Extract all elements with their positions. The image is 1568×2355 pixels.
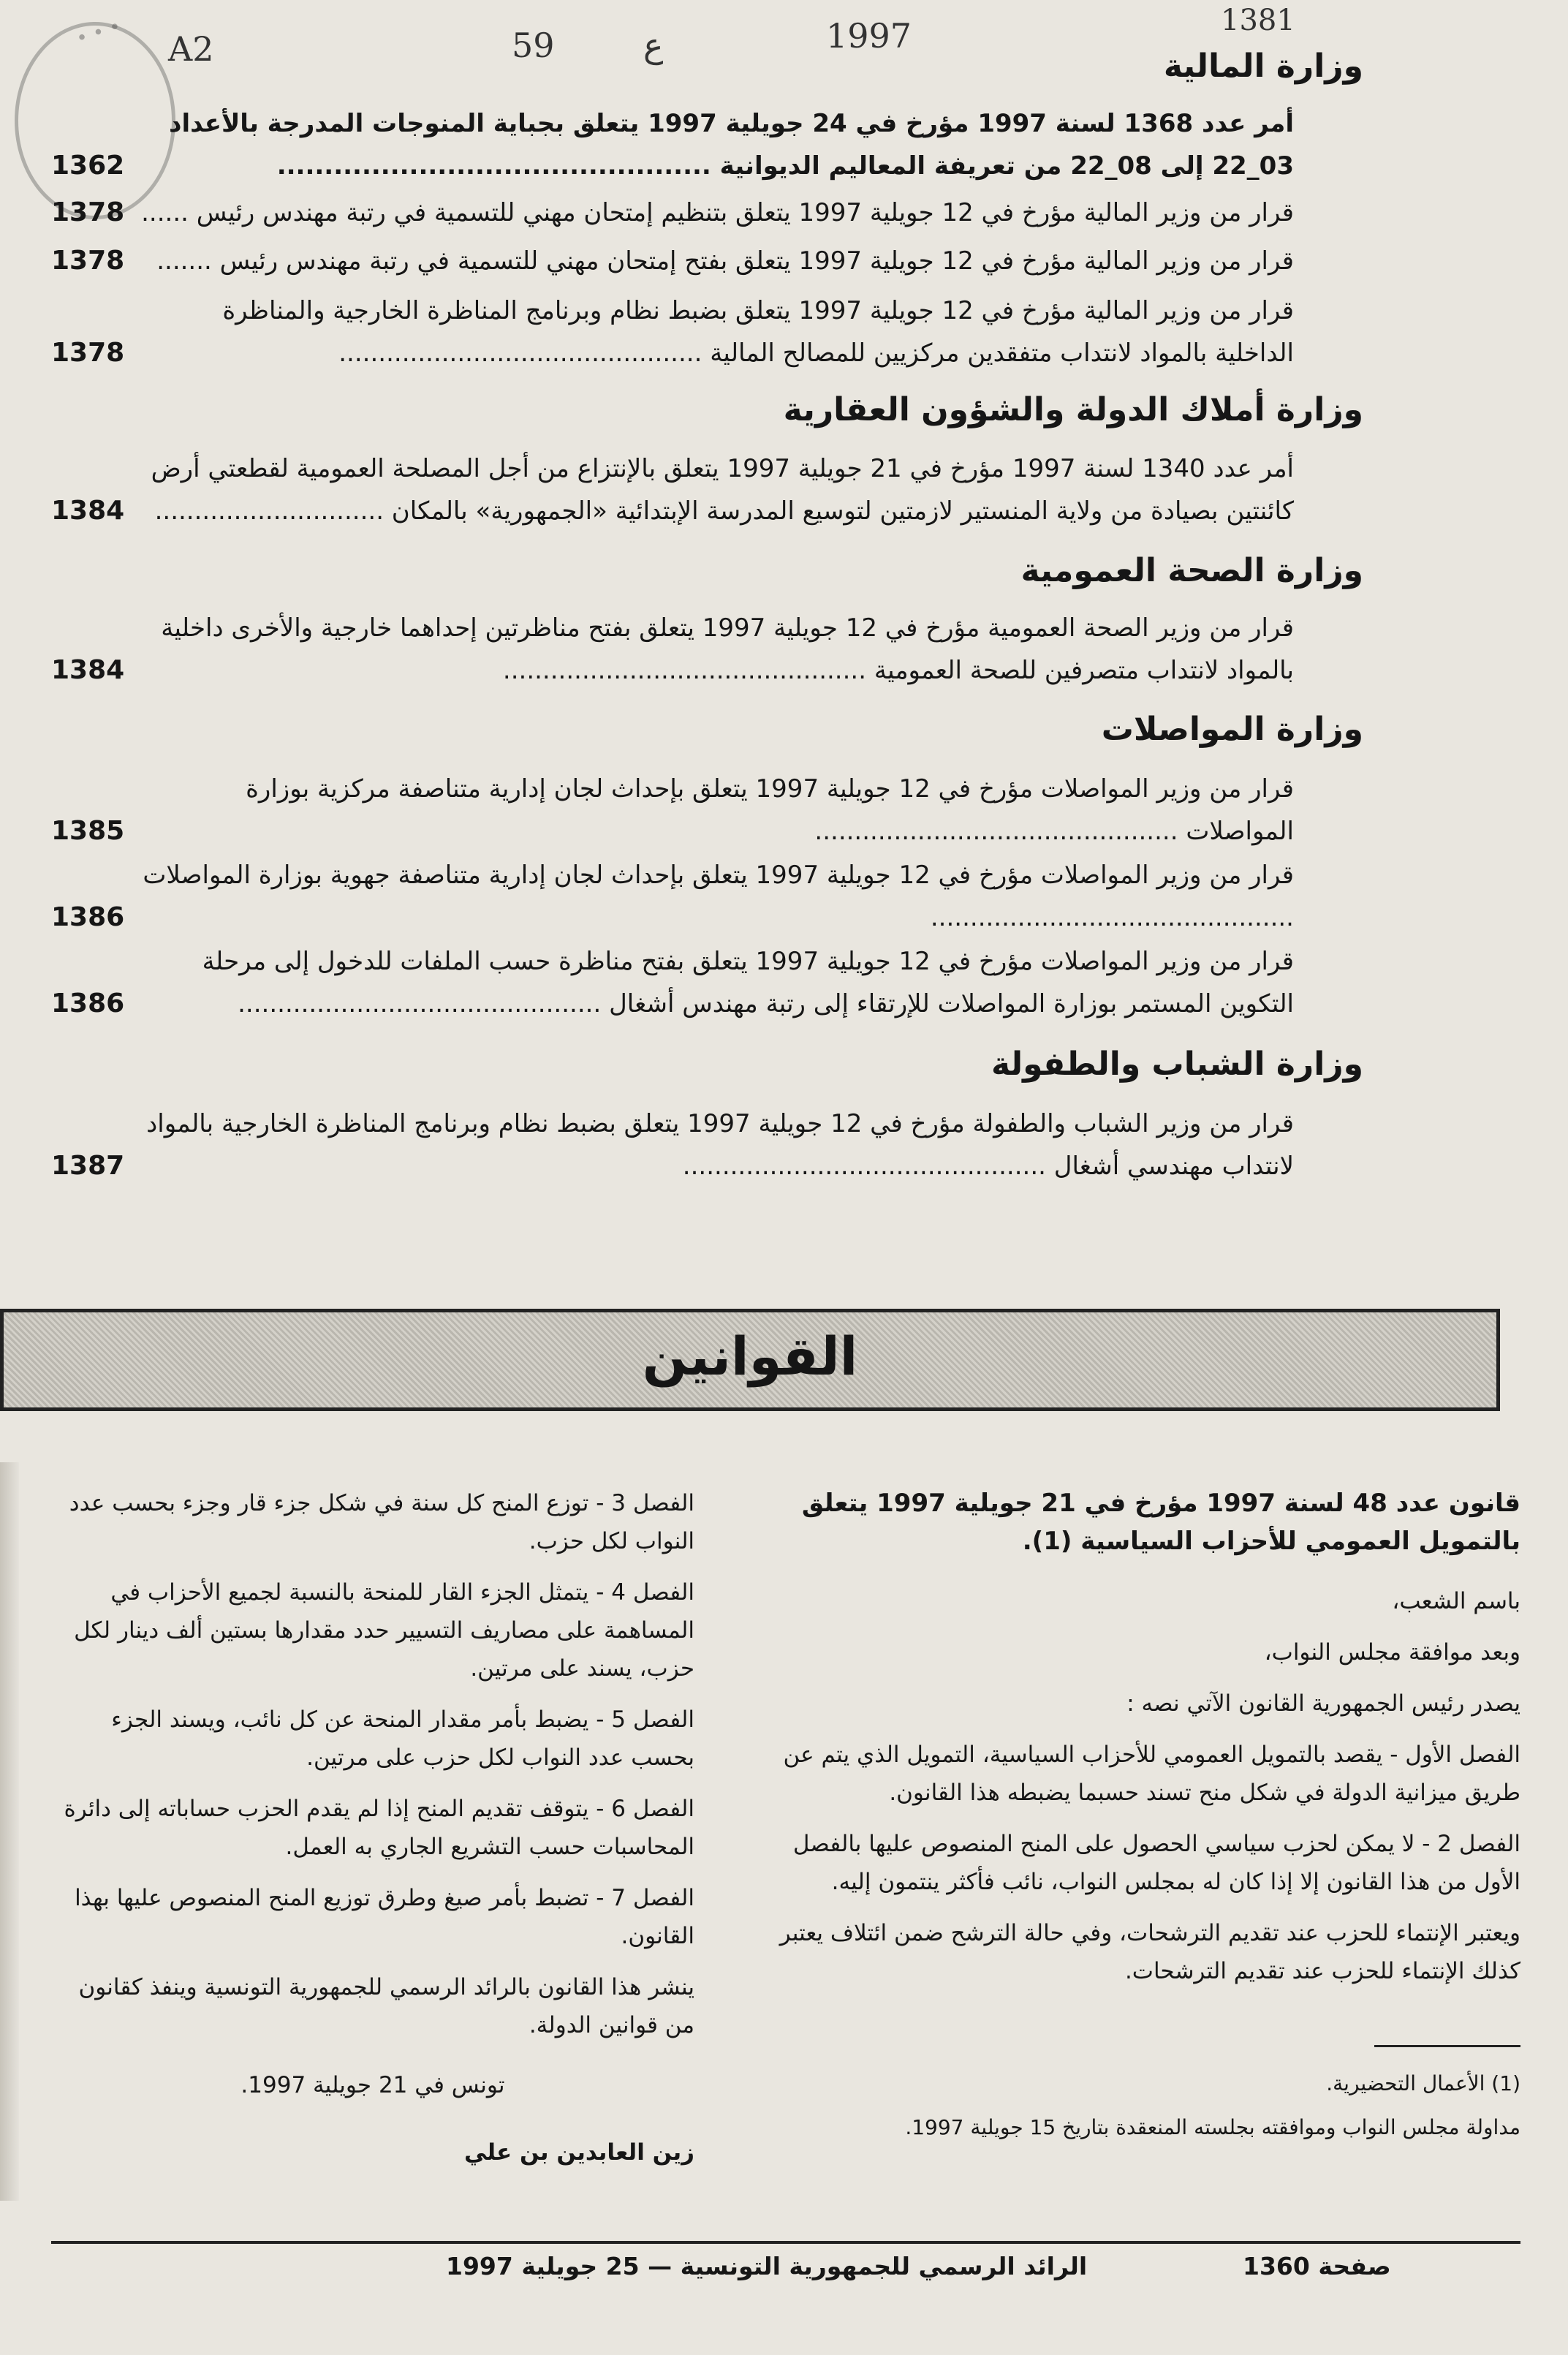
law-paragraph: باسم الشعب، bbox=[1392, 1588, 1520, 1614]
footnote: مداولة مجلس النواب وموافقته بجلسته المنعقدة بتاريخ 15 جويلية 1997. bbox=[905, 2115, 1520, 2139]
law-title: قانون عدد 48 لسنة 1997 مؤرخ في 21 جويلية 1997 يتعلق بالتمويل العمومي للأحزاب السياسية (1). bbox=[801, 1489, 1520, 1556]
law-paragraph: ويعتبر الإنتماء للحزب عند تقديم الترشحات، وفي حالة الترشح ضمن ائتلاف يعتبر كذلك الإنتماء للحزب عند تقديم الترشحات. bbox=[779, 1920, 1520, 1984]
banner-title: القوانين bbox=[642, 1326, 858, 1387]
handwritten-year: 1997 bbox=[826, 16, 912, 56]
law-left-column bbox=[51, 1484, 694, 2185]
ministry-heading: وزارة المالية bbox=[1163, 48, 1363, 85]
page-number: 1378 bbox=[51, 197, 125, 227]
page-number: 1378 bbox=[51, 338, 125, 368]
toc-entry: أمر عدد 1368 لسنة 1997 مؤرخ في 24 جويلية 1997 يتعلق بجباية المنوجات المدرجة بالأعداد 03_22 إلى 08_22 من تعريفة المعاليم الديوانية .............................................. bbox=[169, 109, 1294, 181]
page-number: 1386 bbox=[51, 902, 125, 932]
toc-entry: قرار من وزير المالية مؤرخ في 12 جويلية 1997 يتعلق بتنظيم إمتحان مهني للتسمية في رتبة مهندس رئيس ...... bbox=[141, 198, 1294, 227]
footnotes bbox=[775, 2062, 1520, 2150]
page-number: 1387 bbox=[51, 1151, 125, 1181]
law-paragraph: الفصل 7 - تضبط بأمر صيغ وطرق توزيع المنح المنصوص عليها بهذا القانون. bbox=[75, 1885, 694, 1949]
law-right-column bbox=[775, 1484, 1520, 2003]
ministry-heading: وزارة الشباب والطفولة bbox=[991, 1046, 1363, 1083]
law-paragraph: الفصل 4 - يتمثل الجزء القار للمنحة بالنسبة لجميع الأحزاب في المساهمة على مصاريف التسيير حدد مقدارها بستين ألف دينار لكل حزب، يسند على مرتين. bbox=[74, 1579, 694, 1682]
ministry-heading: وزارة الصحة العمومية bbox=[1020, 552, 1363, 589]
handwritten-letter: ع bbox=[643, 26, 664, 65]
law-paragraph: الفصل الأول - يقصد بالتمويل العمومي للأحزاب السياسية، التمويل الذي يتم عن طريق ميزانية الدولة في شكل منح تسند حسبما يضبطه هذا القانون. bbox=[783, 1742, 1520, 1806]
ministry-heading: وزارة المواصلات bbox=[1101, 711, 1363, 748]
law-paragraph: الفصل 2 - لا يمكن لحزب سياسي الحصول على المنح المنصوص عليها بالفصل الأول من هذا القانون إلا إذا كان له بمجلس النواب، نائب فأكثر ينتمون إليه. bbox=[792, 1831, 1520, 1895]
law-paragraph: ينشر هذا القانون بالرائد الرسمي للجمهورية التونسية وينفذ كقانون من قوانين الدولة. bbox=[78, 1974, 694, 2038]
footnote-rule bbox=[1374, 2045, 1520, 2047]
page-number: 1384 bbox=[51, 655, 125, 685]
footnote: (1) الأعمال التحضيرية. bbox=[1326, 2071, 1520, 2095]
toc-entry: قرار من وزير الصحة العمومية مؤرخ في 12 جويلية 1997 يتعلق بفتح مناظرتين إحداهما خارجية والأخرى داخلية بالمواد لانتداب متصرفين للصحة العمومية .............................................. bbox=[161, 613, 1294, 685]
stamp-text: • • • bbox=[73, 15, 124, 50]
law-paragraph: وبعد موافقة مجلس النواب، bbox=[1264, 1639, 1520, 1666]
law-signature: زين العابدين بن علي bbox=[464, 2139, 694, 2166]
law-paragraph: الفصل 5 - يضبط بأمر مقدار المنحة عن كل نائب، ويسند الجزء بحسب عدد النواب لكل حزب على مرتين. bbox=[111, 1706, 694, 1771]
law-date: تونس في 21 جويلية 1997. bbox=[240, 2072, 505, 2098]
page-number: 1362 bbox=[51, 151, 125, 181]
handwritten-page-mark: 1381 bbox=[1221, 4, 1295, 37]
handwritten-a2: A2 bbox=[168, 29, 214, 69]
toc-entry: قرار من وزير المواصلات مؤرخ في 12 جويلية 1997 يتعلق بفتح مناظرة حسب الملفات للدخول إلى مرحلة التكوين المستمر بوزارة المواصلات للإرتقاء إلى رتبة مهندس أشغال .............................................. bbox=[202, 947, 1294, 1018]
law-paragraph: يصدر رئيس الجمهورية القانون الآتي نصه : bbox=[1126, 1690, 1520, 1717]
footer-journal: الرائد الرسمي للجمهورية التونسية — 25 جويلية 1997 bbox=[446, 2252, 1088, 2280]
toc-entry: قرار من وزير المالية مؤرخ في 12 جويلية 1997 يتعلق بضبط نظام وبرنامج المناظرة الخارجية والمناظرة الداخلية بالمواد لانتداب متفقدين مركزيين للمصالح المالية .............................................. bbox=[222, 296, 1294, 368]
page-number: 1385 bbox=[51, 816, 125, 846]
toc-entry: قرار من وزير المالية مؤرخ في 12 جويلية 1997 يتعلق بفتح إمتحان مهني للتسمية في رتبة مهندس رئيس ....... bbox=[156, 246, 1294, 276]
page-number: 1384 bbox=[51, 496, 125, 526]
toc-entry: قرار من وزير المواصلات مؤرخ في 12 جويلية 1997 يتعلق بإحداث لجان إدارية متناصفة مركزية بوزارة المواصلات .............................................. bbox=[246, 774, 1294, 846]
page-number: 1378 bbox=[51, 246, 125, 276]
footer-page: صفحة 1360 bbox=[1243, 2252, 1391, 2280]
toc-entry: قرار من وزير المواصلات مؤرخ في 12 جويلية 1997 يتعلق بإحداث لجان إدارية متناصفة جهوية بوزارة المواصلات .............................................. bbox=[143, 861, 1294, 932]
toc-entry: قرار من وزير الشباب والطفولة مؤرخ في 12 جويلية 1997 يتعلق بضبط نظام وبرنامج المناظرة الخارجية بالمواد لانتداب مهندسي أشغال .............................................. bbox=[146, 1109, 1294, 1181]
toc-entry: أمر عدد 1340 لسنة 1997 مؤرخ في 21 جويلية 1997 يتعلق بالإنتزاع من أجل المصلحة العمومية لقطعتي أرض كائنتين بصيادة من ولاية المنستير لازمتين لتوسيع المدرسة الإبتدائية «الجمهورية» بالمكان ............................. bbox=[151, 454, 1294, 526]
footer-rule bbox=[51, 2241, 1520, 2244]
page-number: 1386 bbox=[51, 989, 125, 1018]
scan-edge bbox=[0, 1462, 19, 2201]
law-paragraph: الفصل 3 - توزع المنح كل سنة في شكل جزء قار وجزء بحسب عدد النواب لكل حزب. bbox=[69, 1490, 694, 1554]
law-paragraph: الفصل 6 - يتوقف تقديم المنح إذا لم يقدم الحزب حساباته إلى دائرة المحاسبات حسب التشريع الجاري به العمل. bbox=[64, 1796, 694, 1860]
handwritten-number: 59 bbox=[512, 26, 555, 65]
laws-banner bbox=[0, 1309, 1500, 1411]
ministry-heading: وزارة أملاك الدولة والشؤون العقارية bbox=[783, 391, 1363, 428]
